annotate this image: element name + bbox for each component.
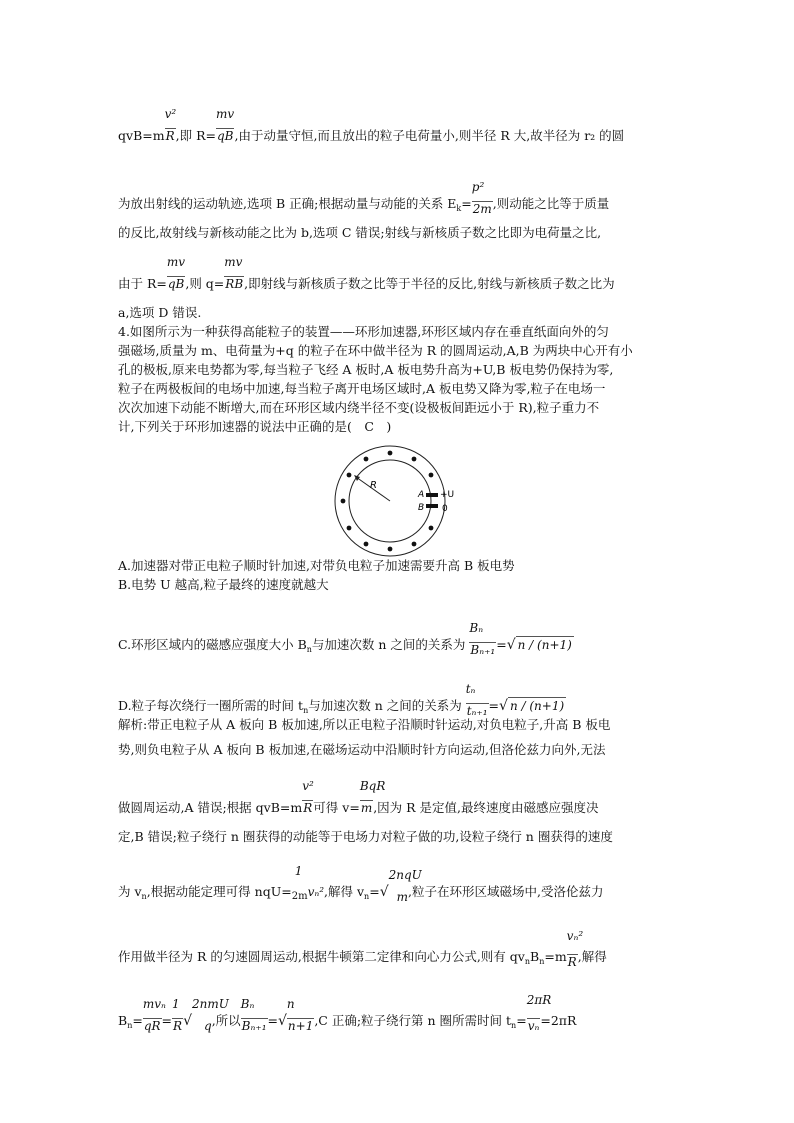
text: ,因为 R 是定值,最终速度由磁感应强度决 (373, 800, 599, 815)
ring-accelerator-figure (330, 440, 470, 560)
text: =m (544, 949, 567, 964)
numerator: Bₙ (469, 621, 484, 635)
field-dots (341, 451, 434, 552)
option-a: A.加速器对带正电粒子顺时针加速,对带负电粒子加速需要升高 B 板电势 (118, 558, 515, 573)
text: ,则 q= (185, 276, 225, 291)
plate-b (426, 504, 438, 508)
velocity-squared: vₙ² (307, 885, 325, 899)
fraction (240, 997, 268, 1034)
analysis-line-1: 解析:带正电粒子从 A 板向 B 板加速,所以正电粒子沿顺时针运动,对负电粒子,升高 B 板电 (118, 717, 611, 732)
label-r: R (370, 480, 377, 491)
equals: = (516, 1013, 527, 1028)
option-b: B.电势 U 越高,粒子最终的速度就越大 (118, 577, 329, 592)
equals: = (267, 1013, 278, 1028)
text: =2πR (540, 1013, 577, 1028)
text: B (530, 949, 540, 964)
fraction (215, 107, 235, 144)
denominator: R (303, 801, 313, 815)
denominator: 2m (291, 891, 308, 902)
text: ,解得 v (324, 884, 365, 899)
text: = (461, 196, 472, 211)
subscript: k (456, 204, 462, 213)
numerator: v² (164, 107, 177, 121)
text: B (118, 1013, 128, 1028)
numerator: mvₙ (142, 997, 166, 1011)
subscript: n (127, 1021, 133, 1030)
question-line-2: 强磁场,质量为 m、电荷量为+q 的粒子在环中做半径为 R 的圆周运动,A,B 为两块中心开有小 (118, 343, 633, 358)
question-line-1: 4.如图所示为一种获得高能粒子的装置——环形加速器,环形区域内存在垂直纸面向外的匀 (118, 324, 609, 339)
denominator: m (360, 801, 373, 815)
text: 作用做半径为 R 的匀速圆周运动,根据牛顿第二定律和向心力公式,则有 qv (118, 949, 525, 964)
equals: = (496, 637, 507, 652)
fraction (291, 864, 308, 905)
sqrt-body: n / (n+1) (517, 638, 572, 652)
question-line-3: 孔的极板,原来电势都为零,每当粒子飞经 A 板时,A 板电势升高为+U,B 板电势仍保持为零, (118, 362, 614, 377)
subscript: n (303, 706, 309, 715)
numerator: p² (471, 180, 485, 194)
numerator: BqR (359, 779, 386, 793)
question-line-6: 计,下列关于环形加速器的说法中正确的是( C ) (118, 419, 392, 434)
text: D.粒子每次绕行一圈所需的时间 t (118, 698, 304, 713)
denominator: qB (167, 277, 185, 291)
analysis-line-6 (118, 929, 607, 970)
subscript: n (364, 892, 370, 901)
equals: = (488, 698, 500, 713)
fraction (166, 255, 186, 292)
numerator: Bₙ (240, 997, 255, 1011)
equals: = (161, 1013, 173, 1028)
text: ,解得 (577, 949, 607, 964)
denominator: Bₙ₊₁ (470, 643, 496, 657)
text: 与加速次数 n 之间的关系为 (311, 637, 466, 652)
option-c (118, 621, 574, 658)
question-line-5: 次次加速下动能不断增大,而在环形区域内绕半径不变(设极板间距远小于 R),粒子重力不 (118, 400, 600, 415)
text: ,C 正确;粒子绕行第 n 圈所需时间 t (314, 1013, 512, 1028)
answer-line-3: 的反比,故射线与新核动能之比为 b,选项 C 错误;射线与新核质子数之比即为电荷量之比, (118, 225, 602, 240)
subscript: n (141, 892, 147, 901)
text: ,由于动量守恒,而且放出的粒子电荷量小,则半径 R 大,故半径为 r₂ 的圆 (234, 128, 625, 143)
fraction (164, 107, 177, 144)
fraction (172, 997, 183, 1034)
answer-line-1 (118, 107, 625, 144)
fraction (359, 779, 386, 816)
fraction (471, 180, 493, 217)
denominator: RB (225, 277, 244, 291)
numerator: v² (302, 779, 314, 793)
subscript: n (524, 957, 530, 966)
label-b: B (418, 503, 425, 513)
sqrt-sign: √ (506, 637, 516, 653)
fraction (142, 997, 166, 1034)
text: ,根据动能定理可得 nqU= (146, 884, 292, 899)
fraction (469, 621, 496, 658)
denominator: q (204, 1019, 212, 1033)
text: ,即射线与新核质子数之比等于半径的反比,射线与新核质子数之比为 (244, 276, 615, 291)
numerator: mv (224, 255, 243, 269)
sqrt-body: n / (n+1) (509, 699, 565, 713)
denominator: R (165, 129, 175, 143)
text: ,则动能之比等于质量 (492, 196, 610, 211)
denominator: R (567, 955, 577, 969)
equals: = (132, 1013, 143, 1028)
sqrt-fraction (286, 997, 314, 1034)
denominator: qR (143, 1019, 161, 1033)
label-zero: 0 (442, 504, 448, 514)
denominator: R (173, 1019, 183, 1033)
option-d (118, 682, 566, 719)
analysis-line-2: 势,则负电粒子从 A 板向 B 板加速,在磁场运动中沿顺时针方向运动,但洛伦兹力向外,无法 (118, 742, 606, 757)
denominator: qB (216, 129, 234, 143)
label-plus-u: +U (440, 490, 455, 500)
sqrt-sign: √ (277, 1013, 287, 1029)
fraction (224, 255, 244, 292)
subscript: n (539, 957, 545, 966)
text: qvB=m (118, 128, 165, 143)
numerator: 2nqU (388, 868, 422, 882)
analysis-line-3 (118, 779, 599, 816)
numerator: 1 (294, 864, 303, 878)
subscript: n (511, 1021, 517, 1030)
numerator: 2πR (526, 993, 552, 1007)
answer-line-4 (118, 255, 615, 292)
text: ,粒子在环形区域磁场中,受洛伦兹力 (408, 884, 604, 899)
numerator: mv (215, 107, 235, 121)
numerator: mv (166, 255, 186, 269)
sqrt-sign: √ (379, 884, 389, 900)
denominator: vₙ (527, 1019, 540, 1033)
text: 做圆周运动,A 错误;根据 qvB=m (118, 800, 303, 815)
sqrt-fraction (388, 868, 422, 905)
denominator: tₙ₊₁ (466, 704, 488, 718)
sqrt-sign: √ (499, 698, 508, 714)
text: C.环形区域内的磁感应强度大小 B (118, 637, 307, 652)
text: ,所以 (211, 1013, 241, 1028)
analysis-line-5 (118, 864, 604, 905)
denominator: Bₙ₊₁ (241, 1019, 267, 1033)
text: 由于 R= (118, 276, 167, 291)
denominator: 2m (472, 202, 492, 216)
denominator: n+1 (287, 1019, 314, 1033)
subscript: n (306, 645, 312, 654)
text: 为放出射线的运动轨迹,选项 B 正确;根据动量与动能的关系 E (118, 196, 457, 211)
analysis-line-4: 定,B 错误;粒子绕行 n 圈获得的动能等于电场力对粒子做的功,设粒子绕行 n 圈获得的速度 (118, 829, 613, 844)
numerator: tₙ (465, 682, 476, 696)
numerator: vₙ² (566, 929, 584, 943)
numerator: n (286, 997, 295, 1011)
sqrt-sign: √ (183, 1013, 192, 1029)
answer-line-5: a,选项 D 错误. (118, 305, 202, 320)
text: ,即 R= (175, 128, 216, 143)
numerator: 1 (172, 997, 180, 1011)
fraction (566, 929, 584, 970)
fraction (302, 779, 314, 816)
text: 与加速次数 n 之间的关系为 (308, 698, 462, 713)
numerator: 2nmU (192, 997, 229, 1011)
answer-line-2 (118, 180, 610, 217)
label-a: A (418, 490, 425, 500)
plate-a (426, 493, 438, 497)
question-line-4: 粒子在两极板间的电场中加速,每当粒子离开电场区域时,A 板电势又降为零,粒子在电场一 (118, 381, 606, 396)
text: 可得 v= (313, 800, 360, 815)
equals: = (369, 884, 380, 899)
denominator: m (396, 890, 408, 904)
text: 为 v (118, 884, 142, 899)
